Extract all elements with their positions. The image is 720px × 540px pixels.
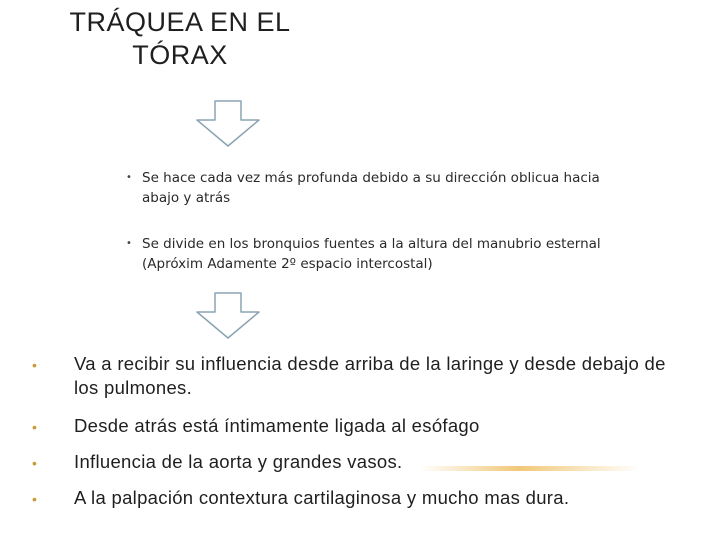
main-text: Va a recibir su influencia desde arriba de la laringe y desde debajo de los pulmones.: [74, 353, 666, 398]
slide-title: [40, 6, 320, 72]
main-text: A la palpación contextura cartilaginosa y mucho mas dura.: [74, 487, 570, 508]
main-item: [30, 352, 670, 400]
detail-text: Se divide en los bronquios fuentes a la altura del manubrio esternal (Apróxim Adamente 2º espacio intercostal): [142, 236, 601, 272]
bullet: •: [32, 419, 38, 435]
detail-text: Se hace cada vez más profunda debido a su dirección oblicua hacia abajo y atrás: [142, 170, 600, 206]
title-line-1: TRÁQUEA EN EL: [69, 7, 291, 37]
bullet: •: [32, 455, 38, 471]
main-item: [30, 414, 670, 438]
detail-item: [122, 168, 622, 208]
accent-underline: [420, 466, 640, 471]
main-list: [30, 352, 670, 510]
title-line-2: TÓRAX: [132, 40, 228, 70]
bullet: •: [32, 491, 38, 507]
down-arrow-icon: [195, 100, 261, 148]
bullet: •: [126, 238, 132, 249]
main-text: Influencia de la aorta y grandes vasos.: [74, 451, 403, 472]
detail-item: [122, 234, 622, 274]
detail-list: [122, 168, 622, 300]
bullet: •: [32, 357, 38, 373]
main-item: [30, 486, 670, 510]
main-text: Desde atrás está íntimamente ligada al esófago: [74, 415, 480, 436]
down-arrow-icon: [195, 292, 261, 340]
bullet: •: [126, 172, 132, 183]
